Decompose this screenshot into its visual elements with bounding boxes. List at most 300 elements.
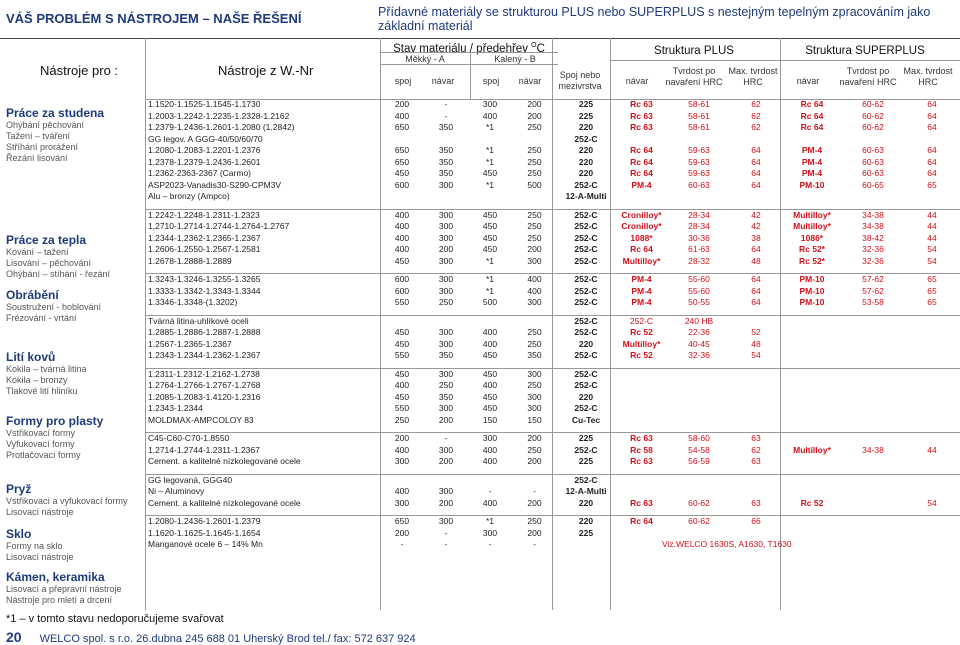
value-cell: 250	[438, 297, 454, 307]
table-row	[145, 315, 960, 327]
value-cell: 64	[730, 274, 782, 286]
value-cell	[512, 474, 557, 486]
value-cell: -	[444, 539, 448, 549]
section-item: Tlakové lití hliníku	[6, 386, 78, 396]
material-cell: Tvárná litina-uhlíkové oceli	[145, 315, 380, 327]
value-cell: 60-65	[862, 179, 884, 190]
value-cell: 60-62	[862, 99, 884, 109]
value-cell: 450	[482, 391, 498, 402]
value-cell: 450	[468, 209, 512, 221]
value-cell	[842, 134, 904, 146]
value-cell: 57-62	[842, 274, 904, 286]
value-cell: 300	[424, 274, 468, 286]
value-cell: 550	[394, 297, 410, 307]
section-item: Lisovací nástroje	[6, 552, 74, 562]
table-row	[145, 209, 960, 221]
value-cell: PM-10	[799, 297, 825, 307]
section-block	[6, 106, 104, 164]
section-block	[6, 527, 74, 563]
spoj-nebo-header: Spoj nebo mezivrstva	[558, 70, 602, 91]
value-cell	[842, 191, 904, 203]
value-cell: 252-C	[574, 285, 598, 296]
material-cell: 1.1620-1.1625-1.1645-1.1654	[148, 527, 261, 538]
value-cell: 250	[438, 380, 454, 390]
value-cell: 250	[394, 414, 410, 425]
value-cell: 12-A-Multi	[565, 191, 607, 201]
value-cell: 252-C	[574, 444, 598, 455]
value-cell: 42	[751, 221, 761, 231]
material-cell: Cement. a kalitelné nízkolegované ocele	[148, 497, 301, 508]
section-item: Vyfukovací formy	[6, 439, 75, 449]
value-cell: 250	[512, 516, 557, 528]
value-cell: 450	[394, 338, 410, 349]
value-cell: 252-C	[557, 274, 615, 286]
value-cell: 54	[751, 350, 761, 360]
section-block	[6, 350, 87, 397]
material-cell: 1.2344-1.2362-1.2365-1.2367	[148, 232, 261, 243]
value-cell: 450	[380, 368, 424, 380]
value-cell: 59-63	[688, 156, 710, 167]
value-cell: 240 HB	[668, 315, 730, 327]
section-title: Obrábění	[6, 288, 59, 302]
value-cell	[668, 486, 730, 498]
table-row	[145, 445, 960, 457]
value-cell: 400	[394, 110, 410, 121]
value-cell: 252-C	[557, 474, 615, 486]
table-row	[145, 274, 960, 286]
table-row	[145, 433, 960, 445]
value-cell: 42	[730, 209, 782, 221]
value-cell: 1088*	[630, 232, 653, 243]
material-cell: 1.2085-1.2083-1.4120-1.2316	[148, 391, 261, 402]
value-cell: 38-42	[862, 232, 884, 243]
table-row	[145, 368, 960, 380]
section-title: Formy pro plasty	[6, 414, 104, 428]
value-cell: 252-C	[615, 315, 668, 327]
value-cell: 150	[527, 414, 542, 425]
value-cell: 250	[527, 156, 542, 167]
value-cell: 60-62	[862, 122, 884, 132]
value-cell: 62	[751, 99, 761, 109]
material-cell: 1.2343-1.2344-1.2362-1.2367	[148, 350, 261, 360]
header-rule	[380, 52, 558, 53]
value-cell: *1	[468, 274, 512, 286]
value-cell	[842, 498, 904, 510]
value-cell	[904, 528, 960, 540]
material-cell: Alu – bronzy (Ampco)	[148, 191, 230, 201]
value-cell: 65	[927, 179, 937, 190]
value-cell: Multilloy*	[622, 338, 661, 349]
value-cell: 48	[751, 338, 761, 349]
value-cell	[842, 403, 904, 415]
value-cell: 600	[394, 285, 410, 296]
value-cell: 300	[438, 338, 454, 349]
value-cell	[782, 474, 842, 486]
value-cell	[782, 380, 842, 392]
value-cell	[615, 392, 668, 404]
value-cell: Rc 64	[800, 110, 824, 121]
value-cell: 64	[927, 99, 937, 109]
value-cell	[842, 350, 904, 362]
value-cell: 300	[438, 285, 454, 296]
value-cell	[668, 528, 730, 540]
value-cell: Rc 64	[630, 156, 653, 167]
value-cell: 252-C	[574, 327, 598, 337]
value-cell	[782, 486, 842, 498]
material-cell: 1,2710-1.2714-1.2744-1.2764-1.2767	[148, 221, 290, 231]
value-cell: 400	[394, 380, 410, 390]
value-cell: Rc 52*	[799, 244, 825, 254]
value-cell: Multilloy*	[782, 209, 842, 221]
value-cell: 350	[527, 350, 542, 360]
material-cell: Manganové ocele 6 – 14% Mn	[148, 539, 263, 549]
value-cell: 57-62	[862, 285, 884, 296]
navar-superplus-header: návar	[796, 76, 820, 86]
value-cell: 400	[512, 274, 557, 286]
tools-from-label: Nástroje z W.-Nr	[218, 63, 314, 78]
section-item: Protlačovací formy	[6, 450, 81, 460]
value-cell: Multilloy*	[793, 221, 831, 231]
state-unit-o: O	[531, 42, 537, 49]
value-cell: -	[533, 486, 536, 496]
value-cell: Rc 64	[630, 145, 653, 155]
materials-table	[145, 99, 960, 551]
value-cell: 250	[527, 380, 542, 390]
value-cell: 12-A-Multi	[565, 486, 607, 496]
value-cell	[842, 528, 904, 540]
value-cell: 450	[394, 168, 410, 178]
hrc-superplus-header: Tvrdost po navaření HRC	[839, 66, 897, 87]
value-cell: 252-C	[574, 221, 598, 231]
value-cell: *1	[485, 255, 495, 266]
value-cell: 50-55	[688, 297, 710, 307]
material-cell: MOLDMAX-AMPCOLOY 83	[148, 414, 254, 425]
value-cell	[904, 315, 960, 327]
value-cell: PM-4	[615, 274, 668, 286]
value-cell	[730, 474, 782, 486]
value-cell: PM-4	[631, 297, 652, 307]
value-cell	[904, 191, 960, 203]
value-cell: Rc 52	[630, 350, 653, 360]
value-cell: 64	[751, 168, 761, 178]
value-cell: 400	[482, 456, 498, 466]
value-cell	[782, 191, 842, 203]
value-cell: PM-4	[631, 179, 652, 190]
value-cell: 400	[394, 232, 410, 243]
value-cell: PM-10	[799, 179, 825, 190]
section-block	[6, 570, 122, 606]
value-cell: 650	[394, 145, 410, 155]
section-title: Kámen, keramika	[6, 570, 105, 584]
value-cell: 38	[751, 232, 761, 243]
section-item: Vstřikovací a vyfukovací formy	[6, 496, 128, 506]
section-item: Lisovací nástroje	[6, 507, 74, 517]
value-cell: 220	[557, 516, 615, 528]
value-cell	[668, 368, 730, 380]
value-cell	[468, 134, 512, 146]
table-row	[145, 233, 960, 245]
value-cell: 500	[527, 179, 542, 190]
value-cell: 34-38	[862, 221, 884, 231]
value-cell	[468, 315, 512, 327]
value-cell: 58-61	[688, 110, 710, 121]
value-cell: 300	[527, 297, 542, 307]
value-cell	[904, 392, 960, 404]
value-cell	[468, 474, 512, 486]
value-cell	[730, 415, 782, 427]
value-cell: 300	[438, 179, 454, 190]
value-cell: Cu-Tec	[571, 414, 601, 425]
value-cell	[615, 403, 668, 415]
value-cell	[557, 539, 615, 551]
value-cell	[668, 415, 730, 427]
value-cell: 64	[751, 156, 761, 167]
value-cell: 64	[927, 156, 937, 167]
value-cell: Rc 64	[800, 99, 824, 109]
value-cell: 64	[927, 168, 937, 178]
material-cell: 1.3346-1.3348-(1.3202)	[148, 297, 238, 307]
value-cell	[380, 191, 424, 203]
value-cell	[380, 315, 424, 327]
value-cell: 220	[578, 168, 594, 178]
value-cell: -	[488, 539, 492, 549]
header-note: Přídavné materiály se strukturou PLUS nebo SUPERPLUS s nestejným tepelným zpracováním jako základní materiál	[378, 5, 931, 33]
value-cell	[380, 134, 424, 146]
value-cell	[782, 456, 842, 468]
section-item: Řezání lisování	[6, 153, 68, 163]
material-cell: 1.2343-1.2344	[148, 403, 203, 413]
value-cell	[842, 539, 904, 551]
value-cell	[842, 516, 904, 528]
value-cell: 350	[438, 168, 454, 178]
value-cell: 54	[927, 244, 937, 254]
value-cell: PM-4	[801, 156, 823, 167]
value-cell: 400	[482, 380, 498, 390]
value-cell: 40-45	[688, 338, 710, 349]
value-cell: 64	[751, 145, 761, 155]
value-cell: 64	[927, 110, 937, 121]
table-row	[145, 286, 960, 298]
material-cell: 1.2885-1.2886-1.2887-1.2888	[148, 327, 261, 337]
value-cell: 300	[424, 368, 468, 380]
value-cell: 59-63	[688, 168, 710, 178]
section-item: Frézování - vrtání	[6, 313, 77, 323]
value-cell: *1	[485, 179, 495, 190]
value-cell	[468, 191, 512, 203]
value-cell: 34-38	[842, 209, 904, 221]
value-cell	[782, 368, 842, 380]
value-cell	[730, 403, 782, 415]
material-cell: GG legovaná, GGG40	[145, 474, 380, 486]
value-cell: 62	[751, 122, 761, 132]
table-row	[145, 244, 960, 256]
table-row	[145, 157, 960, 169]
material-cell: 1.2678-1.2888-1.2889	[148, 255, 232, 266]
value-cell: 200	[438, 497, 454, 508]
section-item: Kokila – tvárná litina	[6, 364, 87, 374]
value-cell: 225	[578, 456, 594, 466]
value-cell	[842, 433, 904, 445]
value-cell: 252-C	[574, 244, 598, 254]
value-cell: 59-63	[688, 145, 710, 155]
value-cell: Rc 63	[630, 122, 653, 132]
value-cell: 250	[527, 327, 542, 337]
value-cell: 400	[394, 486, 410, 496]
material-cell: 1.2378-1.2379-1.2436-1.2601	[148, 156, 261, 167]
value-cell: Rc 64	[630, 244, 653, 254]
value-cell: 200	[527, 456, 542, 466]
value-cell: 58-61	[688, 99, 710, 109]
value-cell: 450	[394, 255, 410, 266]
value-cell: 58-60	[668, 433, 730, 445]
section-item: Lisovací a přepravní nástroje	[6, 584, 122, 594]
value-cell: 225	[578, 110, 594, 121]
value-cell: 300	[438, 444, 454, 455]
section-item: Soustružení - hoblování	[6, 302, 102, 312]
value-cell	[730, 528, 782, 540]
value-cell	[842, 456, 904, 468]
section-title: Lití kovů	[6, 350, 56, 364]
value-cell: Rc 58	[630, 444, 653, 455]
value-cell: 250	[527, 232, 542, 243]
value-cell: Multilloy*	[793, 444, 831, 455]
value-cell: 200	[512, 433, 557, 445]
max-superplus-header: Max. tvrdost HRC	[903, 66, 953, 87]
value-cell	[668, 474, 730, 486]
table-row	[145, 111, 960, 123]
value-cell	[782, 415, 842, 427]
company-info: WELCO spol. s r.o. 26.dubna 245 688 01 Uherský Brod tel./ fax: 572 637 924	[39, 633, 416, 645]
value-cell: 55-60	[688, 285, 710, 296]
footnote: *1 – v tomto stavu nedoporučujeme svařovat	[6, 613, 224, 625]
value-cell	[380, 474, 424, 486]
page-footer	[6, 629, 416, 645]
grid-line	[470, 52, 471, 99]
value-cell	[668, 191, 730, 203]
value-cell	[668, 403, 730, 415]
table-row	[145, 498, 960, 510]
table-row	[145, 380, 960, 392]
section-block	[6, 233, 110, 280]
spoj-b-header: spoj	[482, 76, 500, 86]
table-row	[145, 528, 960, 540]
value-cell: Rc 52	[800, 497, 824, 508]
value-cell	[782, 350, 842, 362]
material-cell: C45-C60-C70-1.8550	[145, 433, 380, 445]
value-cell: 300	[438, 403, 454, 413]
section-block	[6, 482, 128, 518]
page-number: 20	[6, 629, 22, 645]
value-cell	[782, 528, 842, 540]
value-cell	[782, 134, 842, 146]
value-cell	[730, 486, 782, 498]
value-cell: Rc 64	[615, 516, 668, 528]
value-cell: 300	[438, 255, 454, 266]
table-row	[145, 486, 960, 498]
value-cell	[782, 315, 842, 327]
value-cell: 300	[394, 497, 410, 508]
value-cell: 64	[751, 285, 761, 296]
value-cell: 65	[904, 274, 960, 286]
value-cell	[904, 327, 960, 339]
value-cell: 252-C	[574, 179, 598, 190]
value-cell: Cronilloy*	[615, 209, 668, 221]
value-cell: 200	[438, 414, 454, 425]
table-row	[145, 456, 960, 468]
value-cell	[512, 315, 557, 327]
value-cell: *1	[468, 516, 512, 528]
value-cell: 62	[751, 444, 761, 455]
value-cell: 60-62	[668, 516, 730, 528]
value-cell	[615, 191, 668, 203]
plus-header: Struktura PLUS	[654, 45, 734, 57]
value-cell	[615, 474, 668, 486]
value-cell: 350	[438, 122, 454, 132]
value-cell: 28-34	[688, 221, 710, 231]
value-cell: 60-63	[688, 179, 710, 190]
value-cell: 400	[482, 497, 498, 508]
value-cell	[904, 474, 960, 486]
value-cell: 400	[482, 327, 498, 337]
value-cell: 300	[527, 403, 542, 413]
value-cell: 550	[394, 350, 410, 360]
value-cell: 200	[394, 527, 410, 538]
material-cell: 1.2764-1.2766-1.2767-1.2768	[148, 380, 261, 390]
value-cell: -	[444, 110, 448, 121]
material-cell: 1.2080-1.2083-1.2201-1.2376	[148, 145, 261, 155]
section-title: Sklo	[6, 527, 32, 541]
value-cell: 63	[751, 497, 761, 508]
section-item: Kokila – bronzy	[6, 375, 68, 385]
value-cell	[842, 474, 904, 486]
value-cell: 450	[482, 350, 498, 360]
value-cell	[615, 486, 668, 498]
value-cell: 200	[527, 497, 542, 508]
value-cell	[730, 191, 782, 203]
section-item: Vstřikovací formy	[6, 428, 76, 438]
max-plus-header: Max. tvrdost HRC	[728, 66, 778, 87]
value-cell: 252-C	[574, 403, 598, 413]
value-cell: 252-C	[574, 380, 598, 390]
value-cell: 400	[482, 338, 498, 349]
value-cell: 200	[380, 433, 424, 445]
value-cell: PM-10	[782, 274, 842, 286]
section-item: Ohýbání pěchování	[6, 120, 85, 130]
value-cell	[615, 134, 668, 146]
value-cell: 58-61	[688, 122, 710, 132]
value-cell	[842, 392, 904, 404]
value-cell: 400	[482, 110, 498, 121]
tools-for-label: Nástroje pro :	[40, 63, 119, 78]
value-cell: Rc 63	[630, 497, 653, 508]
value-cell: 32-36	[688, 350, 710, 360]
value-cell	[904, 350, 960, 362]
value-cell: 64	[751, 297, 761, 307]
value-cell	[615, 368, 668, 380]
value-cell: 300	[512, 368, 557, 380]
value-cell: 250	[527, 338, 542, 349]
value-cell	[730, 315, 782, 327]
value-cell: 220	[578, 145, 594, 155]
value-cell: 44	[904, 209, 960, 221]
value-cell: 60-63	[862, 145, 884, 155]
value-cell: 550	[394, 403, 410, 413]
value-cell: 64	[927, 122, 937, 132]
soft-header: Měkký - A	[405, 54, 445, 64]
value-cell: 300	[438, 327, 454, 337]
value-cell	[668, 392, 730, 404]
section-item: Nástroje pro mletí a drcení	[6, 595, 113, 605]
